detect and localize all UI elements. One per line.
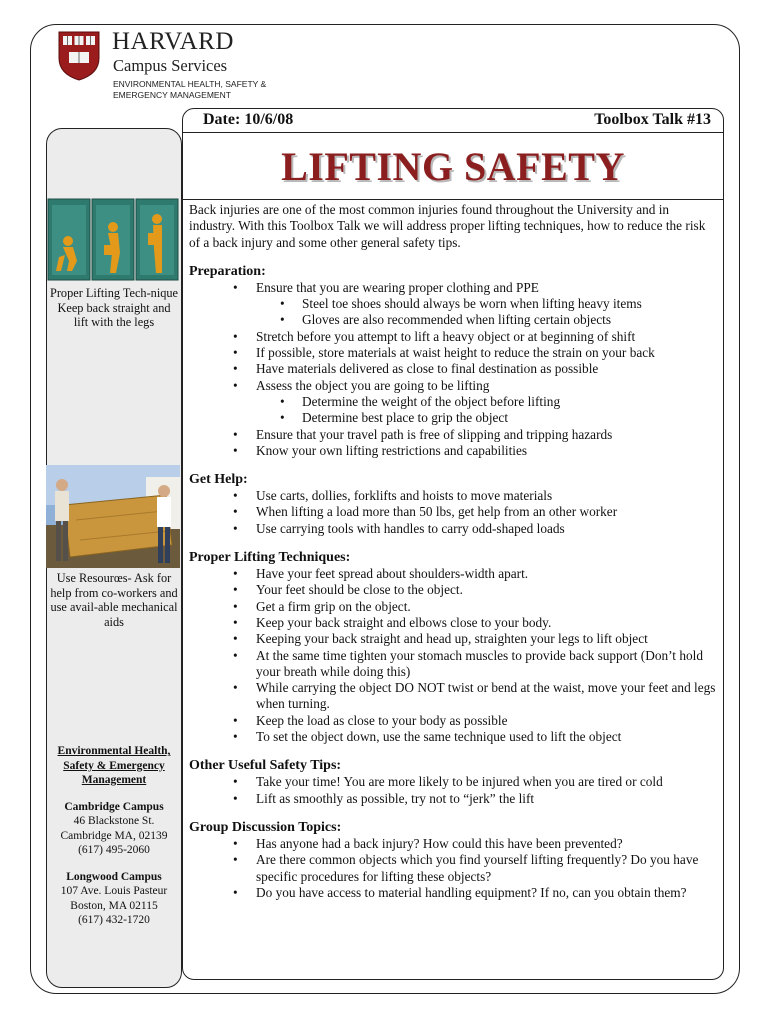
list-item: • Determine the weight of the object before lifting: [189, 394, 717, 410]
list-item: • Stretch before you attempt to lift a heavy object or at beginning of shift: [189, 329, 717, 345]
longwood-address-1: 107 Ave. Louis Pasteur: [60, 885, 168, 897]
list-item: • Steel toe shoes should always be worn when lifting heavy items: [189, 296, 717, 312]
list-item: • At the same time tighten your stomach muscles to provide back support (Don’t hold your breath while doing this): [189, 648, 717, 681]
lifting-technique-illustration: [46, 197, 180, 282]
org-unit: Campus Services: [113, 56, 228, 75]
section-preparation: [189, 263, 717, 459]
cambridge-phone: (617) 495-2060: [78, 844, 150, 856]
list-item: • Know your own lifting restrictions and capabilities: [189, 443, 717, 459]
list-item: • Take your time! You are more likely to be injured when you are tired or cold: [189, 774, 717, 790]
toolbox-talk-number: Toolbox Talk #13: [594, 111, 711, 128]
list-item: • Use carts, dollies, forklifts and hoists to move materials: [189, 488, 717, 504]
org-department: ENVIRONMENTAL HEALTH, SAFETY & EMERGENCY MANAGEMENT: [113, 79, 267, 100]
caption-use-resources: Use Resourœs- Ask for help from co-workers and use avail-able mechanical aids: [50, 571, 178, 629]
lift-step-2: [92, 199, 134, 280]
lift-step-3: [136, 199, 178, 280]
list-item: • Gloves are also recommended when lifting certain objects: [189, 312, 717, 328]
list-item: • Lift as smoothly as possible, try not to “jerk” the lift: [189, 791, 717, 807]
workers-carrying-board-photo: [46, 465, 180, 568]
preparation-heading: Preparation:: [189, 263, 266, 279]
list-item: • Are there common objects which you find yourself lifting frequently? Do you have specific procedures for lifting these objects?: [189, 852, 717, 885]
lifting-techniques-heading: Proper Lifting Techniques:: [189, 550, 351, 566]
get-help-list: [189, 488, 717, 537]
list-item: • Keep your back straight and elbows close to your body.: [189, 615, 717, 631]
list-item: • Your feet should be close to the object.: [189, 582, 717, 598]
main-content: [189, 202, 717, 901]
safety-tips-heading: Other Useful Safety Tips:: [189, 758, 342, 774]
cambridge-address-2: Cambridge MA, 02139: [60, 829, 168, 842]
list-item: • Ensure that your travel path is free of slipping and tripping hazards: [189, 427, 717, 443]
list-item: • When lifting a load more than 50 lbs, get help from an other worker: [189, 504, 717, 520]
contact-heading: Environmental Health, Safety & Emergency Management: [57, 745, 171, 786]
date-label: Date: 10/6/08: [203, 111, 294, 128]
longwood-campus-name: Longwood Campus: [66, 870, 162, 883]
list-item: • Ensure that you are wearing proper clothing and PPE: [189, 280, 717, 296]
list-item: • Keeping your back straight and head up, straighten your legs to lift object: [189, 631, 717, 647]
preparation-list: [189, 280, 717, 459]
cambridge-campus-name: Cambridge Campus: [64, 800, 164, 813]
lifting-techniques-list: [189, 566, 717, 745]
date-bar: [183, 109, 723, 133]
lift-step-1: [48, 199, 90, 280]
list-item: • Use carrying tools with handles to carry odd-shaped loads: [189, 521, 717, 537]
intro-paragraph: Back injuries are one of the most common injuries found throughout the University and in industry. With this Toolbox Talk we will address proper lifting techniques, how to reduce the risk of a back injury and some other general safety tips.: [189, 202, 706, 250]
list-item: • If possible, store materials at waist height to reduce the strain on your back: [189, 345, 717, 361]
longwood-phone: (617) 432-1720: [78, 914, 150, 926]
list-item: • Do you have access to material handling equipment? If no, can you obtain them?: [189, 885, 717, 901]
caption-lifting-technique: Proper Lifting Tech-nique Keep back straight and lift with the legs: [50, 286, 178, 329]
cambridge-address-1: 46 Blackstone St.: [73, 815, 155, 827]
section-get-help: [189, 471, 717, 537]
list-item: • Have materials delivered as close to final destination as possible: [189, 361, 717, 377]
discussion-heading: Group Discussion Topics:: [189, 819, 342, 835]
contact-info: [50, 744, 178, 928]
longwood-address-2: Boston, MA 02115: [70, 899, 158, 912]
section-lifting-techniques: [189, 549, 717, 745]
org-name: HARVARD: [112, 28, 234, 55]
get-help-heading: Get Help:: [189, 472, 248, 488]
list-item: • Has anyone had a back injury? How could this have been prevented?: [189, 836, 717, 852]
list-item: • Have your feet spread about shoulders-width apart.: [189, 566, 717, 582]
safety-tips-list: [189, 774, 717, 807]
list-item: • Get a firm grip on the object.: [189, 599, 717, 615]
list-item: • Assess the object you are going to be lifting: [189, 378, 717, 394]
section-safety-tips: [189, 757, 717, 807]
page-title: LIFTING SAFETY: [281, 144, 625, 189]
section-discussion-topics: [189, 819, 717, 901]
list-item: • To set the object down, use the same technique used to lift the object: [189, 729, 717, 745]
list-item: • Keep the load as close to your body as possible: [189, 713, 717, 729]
list-item: • While carrying the object DO NOT twist or bend at the waist, move your feet and legs when turning.: [189, 680, 717, 713]
list-item: • Determine best place to grip the object: [189, 410, 717, 426]
discussion-list: [189, 836, 717, 901]
